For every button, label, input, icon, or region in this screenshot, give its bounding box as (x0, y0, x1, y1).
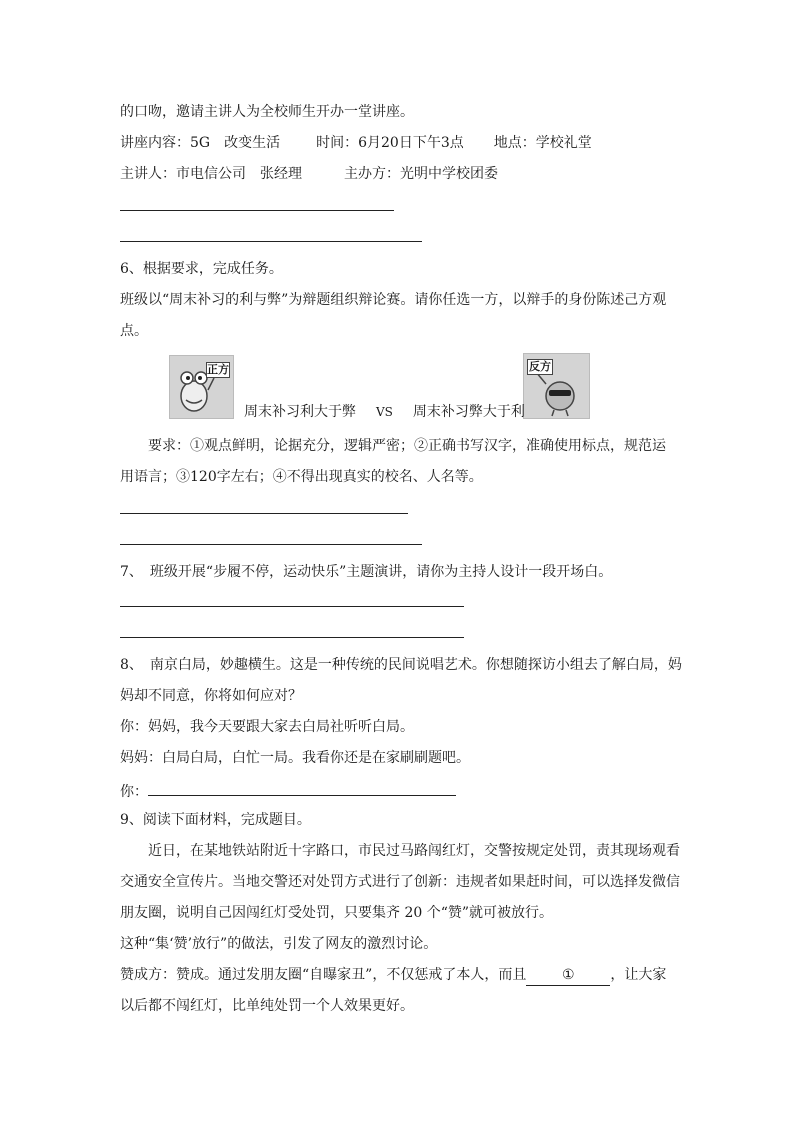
q8-dialogue-mom: 妈妈：白局白局，白忙一局。我看你还是在家刷刷题吧。 (120, 750, 470, 766)
lecture-place: 地点：学校礼堂 (493, 135, 592, 151)
q9-supporting-line (120, 965, 666, 986)
blank-number-marker: ① (562, 967, 575, 983)
q6-body-line: 班级以“周末补习的利与弊”为辩题组织辩论赛。请你任选一方，以辩手的身份陈述己方观 (120, 292, 667, 308)
q8-text-line: 妈却不同意，你将如何应对？ (120, 688, 302, 704)
con-side-cartoon-image (523, 353, 590, 419)
q6-requirements-line: 用语言；③120字左右；④不得出现真实的校名、人名等。 (120, 469, 483, 485)
q8-answer-blank[interactable] (148, 779, 456, 796)
q7-text: 7、 班级开展“步履不停，运动快乐”主题演讲，请你为主持人设计一段开场白。 (120, 564, 613, 580)
q9-material-line: 交通安全宣传片。当地交警还对处罚方式进行了创新：违规者如果赶时间，可以选择发微信 (120, 874, 680, 890)
q9-material-line: 近日，在某地铁站附近十字路口，市民过马路闯红灯，交警按规定处罚，责其现场观看 (148, 843, 680, 859)
debate-sides-row (244, 402, 525, 422)
q9-blank-1[interactable] (526, 965, 610, 986)
lecture-organizer: 主办方：光明中学校团委 (344, 166, 498, 182)
q8-dialogue-you-prompt: 你： (120, 784, 148, 800)
versus-text: VS (376, 405, 393, 419)
q9-supporting-line: 以后都不闯红灯，比单纯处罚一个人效果更好。 (120, 998, 414, 1014)
answer-line[interactable] (120, 637, 464, 638)
con-sign-label: 反方 (529, 360, 551, 373)
q9-material-line: 朋友圈，说明自己因闯红灯受处罚，只要集齐 20 个“赞”就可被放行。 (120, 905, 554, 921)
pro-side-cartoon-image (169, 355, 234, 419)
answer-line[interactable] (120, 241, 422, 242)
q9-heading: 9、阅读下面材料，完成题目。 (120, 812, 311, 828)
q8-text-line: 8、 南京白局，妙趣横生。这是一种传统的民间说唱艺术。你想随探访小组去了解白局，妈 (120, 657, 682, 673)
q6-requirements-line: 要求：①观点鲜明，论据充分，逻辑严密；②正确书写汉字，准确使用标点，规范运 (148, 438, 666, 454)
lecture-topic: 讲座内容：5G 改变生活 (120, 135, 281, 151)
lecture-info-row-1 (120, 133, 592, 153)
pro-side-text: 周末补习利大于弊 (244, 404, 356, 420)
answer-line[interactable] (120, 210, 394, 211)
q9-supporting-text: 赞成方：赞成。通过发朋友圈“自曝家丑”，不仅惩戒了本人，而且 (120, 967, 527, 983)
pro-sign-label: 正方 (207, 363, 229, 376)
q9-material-line: 这种“集‘赞’放行”的做法，引发了网友的激烈讨论。 (120, 936, 438, 952)
answer-line[interactable] (120, 513, 408, 514)
q6-heading: 6、根据要求，完成任务。 (120, 261, 283, 277)
lecture-info-row-2 (120, 164, 498, 184)
con-side-text: 周末补习弊大于利 (412, 404, 525, 420)
lecture-time: 时间：6月20日下午3点 (316, 135, 464, 151)
answer-line[interactable] (120, 544, 422, 545)
q8-answer-row (120, 779, 456, 802)
answer-line[interactable] (120, 606, 464, 607)
q9-supporting-text-end: ，让大家 (610, 967, 667, 983)
intro-tail-text: 的口吻，邀请主讲人为全校师生开办一堂讲座。 (120, 104, 414, 120)
q8-dialogue-you: 你：妈妈，我今天要跟大家去白局社听听白局。 (120, 719, 414, 735)
q6-body-line: 点。 (120, 323, 148, 339)
lecture-speaker: 主讲人：市电信公司 张经理 (120, 166, 302, 182)
